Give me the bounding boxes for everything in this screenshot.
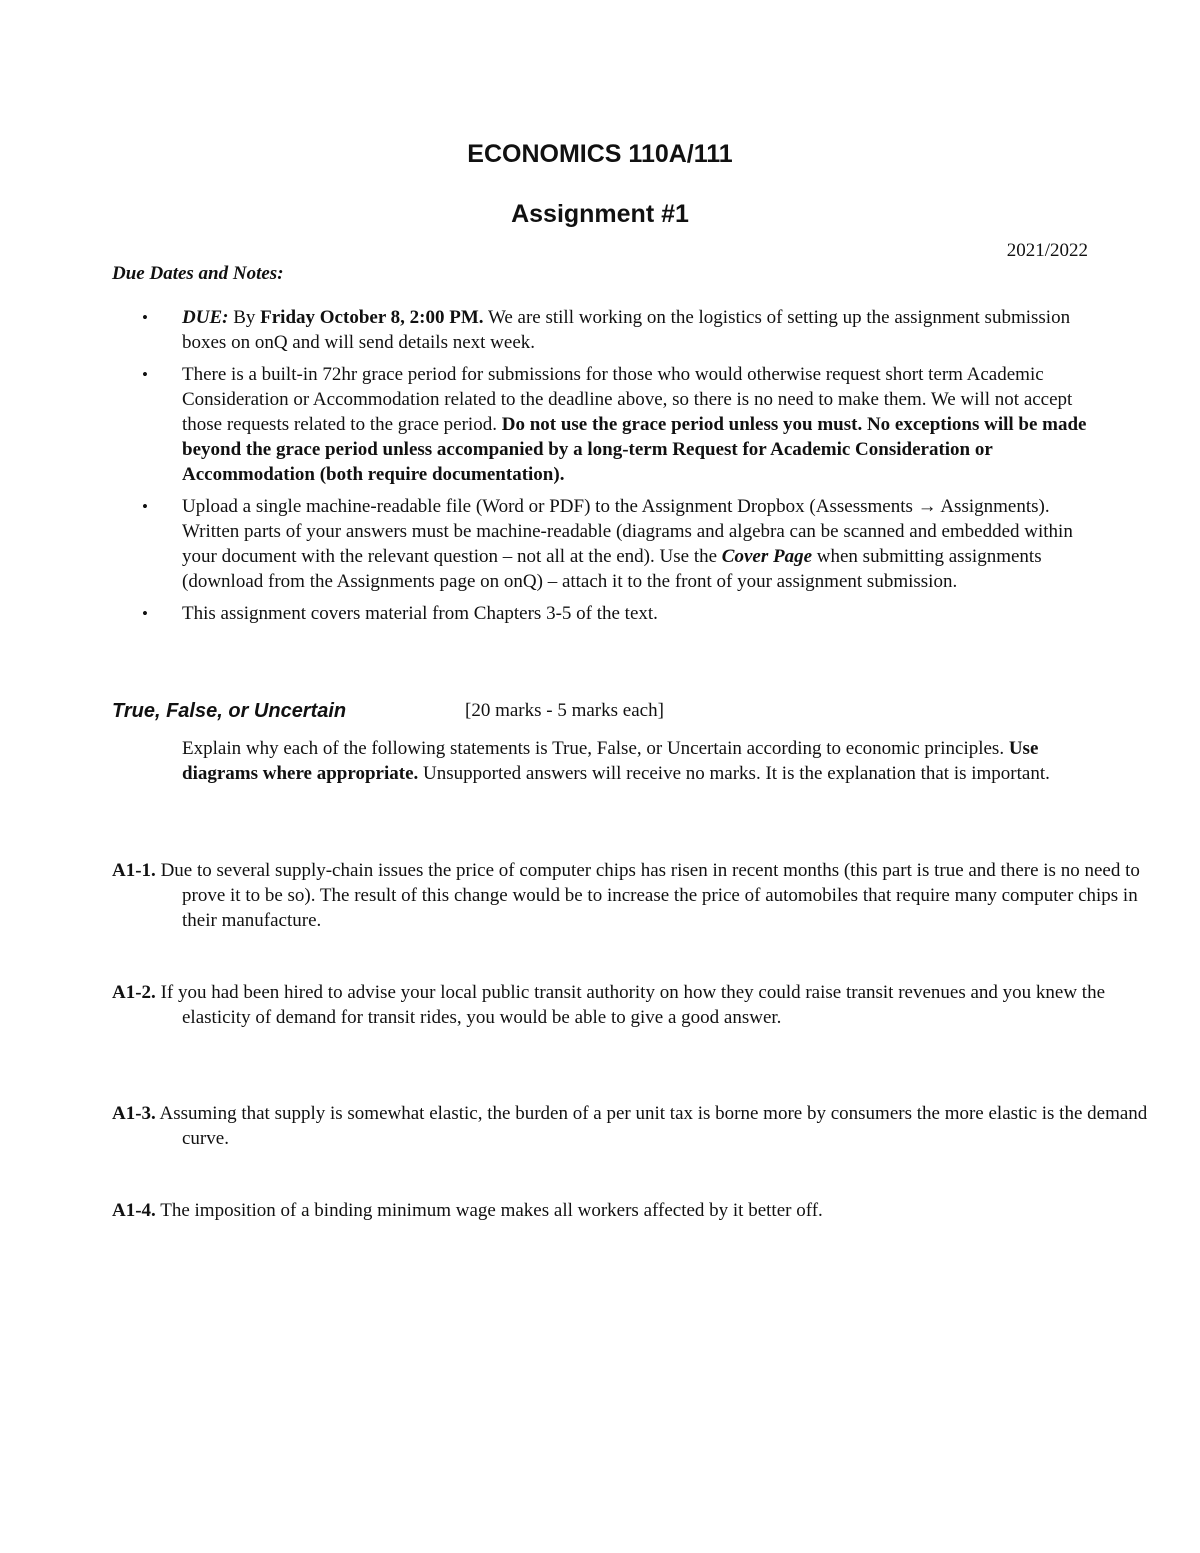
section-marks: [20 marks - 5 marks each] <box>465 700 664 721</box>
chapters-text: This assignment covers material from Chapters 3-5 of the text. <box>182 603 658 624</box>
bullet-icon: • <box>142 308 148 327</box>
academic-year: 2021/2022 <box>1006 240 1088 261</box>
cover-page-label: Cover Page <box>721 546 813 567</box>
bullet-icon: • <box>142 497 148 516</box>
due-pre: By <box>228 307 261 328</box>
question-id: A1-1. <box>112 860 156 881</box>
question-text: Due to several supply-chain issues the price of computer chips has risen in recent months (this part is true and there is no need to prove it to be so). The result of this change would be to increase the price of automobiles that require many computer chips in their manufacture. <box>155 860 1140 931</box>
note-grace-period <box>112 362 1092 487</box>
question-a1-2 <box>112 980 1157 1030</box>
grace-warning: Do not use the grace period unless you must. No exceptions will be made beyond the grace period unless accompanied by a long-term Request for Academic Consideration or Accommodation (both require documentation). <box>182 414 1087 485</box>
notes-heading: Due Dates and Notes: <box>112 263 284 284</box>
question-a1-3 <box>112 1101 1157 1151</box>
assignment-title: Assignment #1 <box>511 200 689 228</box>
note-due-date <box>112 305 1092 355</box>
grace-text: There is a built-in 72hr grace period for submissions for those who would otherwise request short term Academic Consideration or Accommodation related to the deadline above, so there is no need to make them. We will not accept those requests related to the grace period. <box>182 364 1073 435</box>
question-id: A1-4. <box>112 1200 156 1221</box>
question-a1-4 <box>112 1198 1157 1223</box>
question-id: A1-3. <box>112 1103 156 1124</box>
upload-text-2: when submitting assignments (download from the Assignments page on onQ) – attach it to the front of your assignment submission. <box>182 546 1042 592</box>
upload-text-1: Upload a single machine-readable file (Word or PDF) to the Assignment Dropbox (Assessments → Assignments). Written parts of your answers must be machine-readable (diagrams and algebra can be scanned and embedded within your document with the relevant question – not all at the end). Use the <box>182 496 1073 567</box>
due-rest: We are still working on the logistics of setting up the assignment submission boxes on onQ and will send details next week. <box>182 307 1071 353</box>
note-chapters <box>112 601 1092 626</box>
question-text: If you had been hired to advise your local public transit authority on how they could raise transit revenues and you knew the elasticity of demand for transit rides, you would be able to give a good answer. <box>155 982 1106 1028</box>
question-text: The imposition of a binding minimum wage makes all workers affected by it better off. <box>155 1200 823 1221</box>
instructions-bold: Use diagrams where appropriate. <box>182 738 1039 784</box>
section-heading: True, False, or Uncertain <box>112 700 347 722</box>
question-a1-1 <box>112 858 1157 933</box>
note-upload <box>112 494 1092 594</box>
notes-list <box>112 305 1092 633</box>
section-instructions <box>182 736 1082 786</box>
course-title: ECONOMICS 110A/111 <box>467 140 733 168</box>
question-text: Assuming that supply is somewhat elastic, the burden of a per unit tax is borne more by consumers the more elastic is the demand curve. <box>155 1103 1148 1149</box>
question-id: A1-2. <box>112 982 156 1003</box>
due-label: DUE: <box>182 307 229 328</box>
due-date: Friday October 8, 2:00 PM. <box>260 307 484 328</box>
instructions-text-1: Explain why each of the following statements is True, False, or Uncertain according to economic principles. <box>182 738 1009 759</box>
instructions-text-2: Unsupported answers will receive no marks. It is the explanation that is important. <box>418 763 1050 784</box>
bullet-icon: • <box>142 365 148 384</box>
bullet-icon: • <box>142 604 148 623</box>
